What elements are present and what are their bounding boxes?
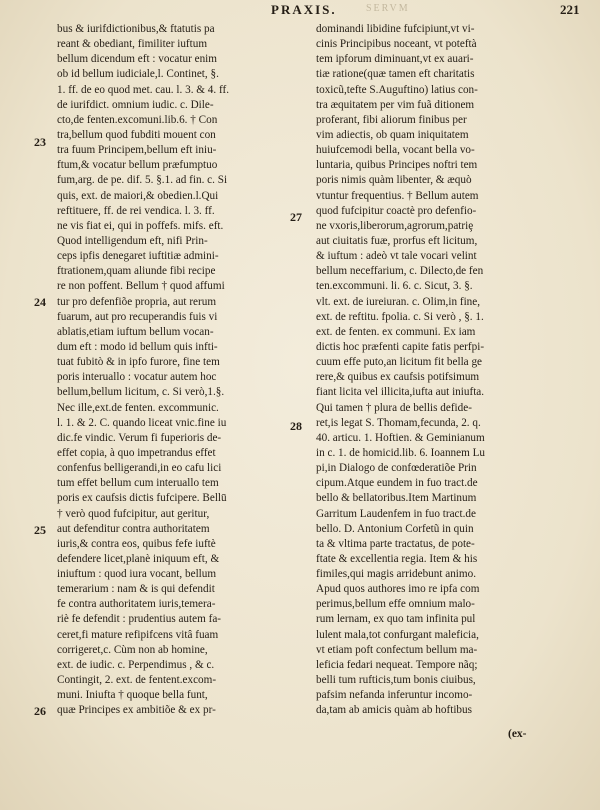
text-line: tra,bellum quod fubditi mouent con — [57, 128, 216, 141]
text-line: ne vis fiat ei, qui in poffefs. mifs. eft. — [57, 219, 224, 232]
text-line: vim adiectis, ob quam iniquitatem — [316, 128, 469, 141]
text-line: ablatis,etiam iuftum bellum vocan- — [57, 325, 214, 338]
text-line: bello. D. Antonium Corfetũ in quin — [316, 522, 474, 535]
running-head: PRAXIS. — [271, 2, 337, 17]
text-line: vtuntur frequentius. † Bellum autem — [316, 189, 479, 202]
text-line: † verò quod fufcipitur, aut geritur, — [57, 507, 210, 520]
text-line: aut ciuitatis fuæ, prorfus eft licitum, — [316, 234, 478, 247]
margin-number: 26 — [34, 704, 46, 718]
text-line: Quod intelligendum eft, nifi Prin- — [57, 234, 208, 247]
text-line: iuris,& contra eos, quibus fefe iuftè — [57, 537, 216, 550]
text-line: ext. de iudic. c. Perpendimus , & c. — [57, 658, 215, 671]
text-line: reftituere, ff. de rei vendica. l. 3. ff. — [57, 204, 215, 217]
text-line: ceps ipfis denegaret iuftitiæ admini- — [57, 250, 219, 263]
text-line: Contingit, 2. ext. de fentent.excom- — [57, 674, 217, 687]
text-line: ceret,fi mature refipifcens vitâ fuam — [57, 628, 219, 641]
text-line: quæ Principes ex ambitiõe & ex pr- — [57, 704, 216, 717]
text-line: belli tum rufticis,tum bonis ciuibus, — [316, 674, 476, 687]
text-line: bellum,bellum licitum, c. Si verò,1.§. — [57, 386, 225, 399]
text-line: poris nimis quàm libenter, & æquò — [316, 174, 472, 187]
text-line: fum,arg. de pe. dif. 5. §.1. ad fin. c. Si — [57, 174, 228, 187]
text-line: Apud quos authores imo re ipfa com — [316, 583, 480, 596]
text-line: ftrationem,quam aliunde fibi recipe — [57, 265, 216, 278]
margin-number: 25 — [34, 523, 46, 537]
text-line: fimiles,qui magis arridebunt animo. — [316, 568, 477, 581]
text-line: bus & iurifdictionibus,& ftatutis pa — [57, 23, 215, 35]
text-line: da,tam ab amicis quàm ab hoftibus — [316, 704, 472, 717]
text-line: quod fufcipitur coactè pro defenfio- — [316, 204, 477, 217]
text-line: in c. 1. de homicid.lib. 6. Ioannem Lu — [316, 446, 486, 459]
text-line: ext. de reftitu. fpolia. c. Si verò , §. 1. — [316, 310, 484, 323]
text-line: l. 1. & 2. C. quando liceat vnic.fine iu — [57, 416, 227, 429]
text-line: bellum dicendum eft : vocatur enim — [57, 53, 217, 66]
page-number: 221 — [560, 2, 580, 17]
margin-number: 24 — [34, 295, 46, 309]
text-line: corrigeret,c. Cùm non ab homine, — [57, 643, 208, 656]
text-line: ext. de fenten. ex communi. Ex iam — [316, 325, 476, 338]
text-line: effet copia, à quo impetrandus effet — [57, 446, 216, 459]
margin-number: 28 — [290, 419, 302, 433]
text-line: riè fe defendit : prudentius autem fa- — [57, 613, 222, 626]
right-text-column — [316, 22, 548, 718]
text-line: muni. Iniufta † quoque bella funt, — [57, 689, 208, 702]
margin-number: 23 — [34, 135, 46, 149]
text-line: luntaria, quibus Principes noftri tem — [316, 159, 478, 172]
text-line: quis, ext. de maiori,& obedien.l.Qui — [57, 189, 219, 202]
text-line: tra æquitatem per vim fuã ditionem — [316, 98, 475, 111]
text-line: cuum effe puto,an licitum fit bella ge — [316, 356, 482, 369]
text-line: re non poffent. Bellum † quod affumi — [57, 280, 225, 293]
text-line: Nec ille,ext.de fenten. excommunic. — [57, 401, 219, 414]
text-line: dictis hoc præfenti capite fatis perfpi- — [316, 340, 485, 353]
text-line: tem ipforum diminuant,vt ex auari- — [316, 53, 474, 66]
text-line: tum effet bellum cum interuallo tem — [57, 477, 219, 490]
text-line: vt etiam poft confectum bellum ma- — [316, 643, 478, 656]
text-line: cipum.Atque eundem in fuo tract.de — [316, 477, 478, 490]
text-line: defendere licet,planè iniquum eft, & — [57, 552, 220, 565]
text-line: ten.excommuni. li. 6. c. Sicut, 3. §. — [316, 280, 473, 293]
text-line: reant & obediant, fimiliter iuftum — [57, 38, 208, 51]
text-line: tuat fubitò & in ipfo furore, fine tem — [57, 356, 220, 369]
page-header — [0, 0, 600, 20]
text-line: toxicũ,tefte S.Auguftino) latius con- — [316, 83, 478, 96]
text-line: ftate & excellentia regia. Item & his — [316, 552, 478, 565]
text-line: Garritum Laudenfem in fuo tract.de — [316, 507, 476, 520]
text-line: iniuftum : quod iura vocant, bellum — [57, 568, 217, 581]
text-line: perimus,bellum effe omnium malo- — [316, 598, 475, 611]
text-line: fuarum, aut pro recuperandis fuis vi — [57, 310, 218, 323]
text-line: ftum,& vocatur bellum præfumptuo — [57, 159, 218, 172]
text-line: tur pro defenfiõe propria, aut rerum — [57, 295, 217, 308]
text-line: 1. ff. de eo quod met. cau. l. 3. & 4. ff. — [57, 83, 230, 96]
text-line: dum eft : modo id bellum quis infti- — [57, 340, 218, 353]
text-line: rum lernam, ex quo tam infinita pul — [316, 613, 476, 626]
text-line: bellum neceffarium, c. Dilecto,de fen — [316, 265, 484, 278]
text-line: tiæ ratione(quæ tamen eft charitatis — [316, 68, 475, 81]
text-line: 40. articu. 1. Hoftien. & Geminianum — [316, 431, 485, 444]
bleed-through-text: SERVM — [366, 3, 410, 14]
text-line: rere,& quibus ex caufsis potifsimum — [316, 371, 480, 384]
text-line: proferant, fibi aliorum finibus per — [316, 113, 467, 126]
text-line: ob id bellum iudiciale,l. Continet, §. — [57, 68, 219, 81]
text-line: fiant licita vel illicita,iufta aut iniufta. — [316, 386, 485, 399]
text-line: temerarium : nam & is qui defendit — [57, 583, 215, 596]
text-line: tra fuum Principem,bellum eft iniu- — [57, 144, 217, 157]
text-line: lulent mala,tot confurgant maleficia, — [316, 628, 479, 641]
text-line: dic.fe vindic. Verum fi fuperioris de- — [57, 431, 222, 444]
text-line: dominandi libidine fufcipiunt,vt vi- — [316, 23, 475, 35]
text-line: aut defenditur contra authoritatem — [57, 522, 210, 535]
text-line: ne vxoris,liberorum,agrorum,patriȩ — [316, 219, 474, 232]
text-line: Qui tamen † plura de bellis defide- — [316, 401, 472, 414]
text-line: poris interuallo : vocatur autem hoc — [57, 371, 217, 384]
text-line: leficia fedari nequeat. Tempore nãq; — [316, 658, 478, 671]
catchword: (ex- — [508, 728, 527, 740]
text-line: & iuftum : adeò vt tale vocari velint — [316, 250, 477, 263]
text-line: ta & vltima parte tractatus, de pote- — [316, 537, 475, 550]
text-line: pafsim nefanda inferuntur incomo- — [316, 689, 473, 702]
text-line: pi,in Dialogo de confœderatiõe Prin — [316, 462, 477, 475]
left-text-column — [57, 22, 285, 718]
text-line: confenfus belligerandi,in eo cafu lici — [57, 462, 222, 475]
text-line: cinis Principibus noceant, vt poteftà — [316, 38, 477, 51]
text-line: huiufcemodi bella, vocant bella vo- — [316, 144, 475, 157]
text-line: bello & bellatoribus.Item Martinum — [316, 492, 477, 505]
text-line: ret,is legat S. Thomam,fecunda, 2. q. — [316, 416, 481, 429]
text-line: poris ex caufsis dictis fufcipere. Bellū — [57, 492, 227, 505]
margin-number: 27 — [290, 210, 302, 224]
text-line: cto,de fenten.excomuni.lib.6. † Con — [57, 113, 218, 126]
text-line: vlt. ext. de iureiuran. c. Olim,in fine, — [316, 295, 481, 308]
text-line: fe contra authoritatem iuris,temera- — [57, 598, 216, 611]
text-line: de iurifdict. omnium iudic. c. Dile- — [57, 98, 214, 111]
